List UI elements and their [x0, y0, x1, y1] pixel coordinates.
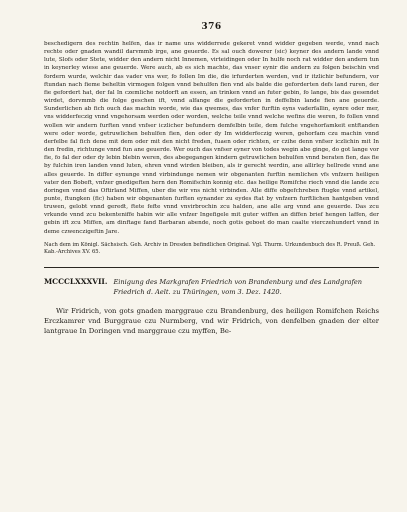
- document-opening-text: Wir Fridrich, von gots gnaden marggraue czu Brandenburg, des heiligen Romifchen Reichs Erczkamrer vnd Burggraue czu Nurmberg, vnd wir Fridrich, von denfelben gnaden der elter lantgraue In Doringen vnd marggraue czu myffen, Be-: [44, 306, 379, 336]
- document-heading: [44, 277, 379, 297]
- charter-body-text: beschedigern des rechtin helfen, das ir name uns widderrede gekeret vnnd widder gegeben werde, vnnd nach rechte oder gnaden wandil darvmmb irge, ane geuerde. Es sal ouch dowerer (sic) keyner des andern lande vnnd lute, Slofs oder Stete, widder den andern nicht Innemen, virteidingen oder In hulfe noch rat widder den andern tun in keynerley wiese ane geuerde. Were auch, ab es sich machte, das vnser eynir die andern zu folgen beischin vnd fordern wurde, welchir das vader vns wer, fo follen Im die, die irfurderten werden, vnd ir itzlichir befundern, vor ftundan nach fieme beheltin virmogen folgen vnnd behulfen fien vnd als balde die geforderten defs land ruren, der fie gefordert hat, der fal In czemliche notdorft an essen, an trinken vnnd an futer gebin, fo lange, bis das gesendet wirdet, dorvmmb die folge geschen ift, vnnd alfange die geforderten in deffelbin lande fien ane geuerde. Sunderlichen ab fich ouch das machin worde, wie das qwemes, das vnfer furftin eyns vaderfallin, eynre oder mer, vns widderfeczig vnnd vngehorsam werden oder worden, welche teile vnnd welche wefins die weren, fo follen vnnd wollen wir andern furften vnnd vnfser iczlicher befundern demfelbin teile, dem fulche vngehorfamkeit entftanden were oder worde, getruwlichen behulfen fien, den oder dy Im widderfeczig weren, gehorfam czu machin vnnd derfelbe fal fich dene mit dem oder mit den nicht freden, fuaen oder richten, er czihe denn vnfser iczlichin mit In den fredin, richtunge vnnd fun ane geuerde. Wer ouch das vnfser eyner von todes wegin abe ginge, do got lange vor fie, fo fal der oder dy lebin blebin weren, des abegegangen kindern getruwlichen behulfen vnnd beraten fien, das fie by fulchin iren landen vnnd luten, ehren vnnd wirden bleiben, als ir gerecht werdin, ane allirley hellrede vnnd ane alles geuerde. In differ eynunge vnnd virbindunge nemen wir obgenanten furftin nemlichen vfs vnfzern heiligen vater den Bobeft, vnfzer gnedigeften hern den Romifschin konnig etc. das heilige Romifche riech vnnd die lande zcu doringen vnnd das Oftirland Miffen, uber die wir vns nicht virbinden. Alle diffe obgefchreben ftugke vnnd artikel, punte, ftungken (fic) haben wir obgenanten furften eynander zu eydes ftat by vnfzern furftlichen hantgeben vnnd truwen, gelobt vnnd geredt, ftete fefte vnnd vnvirbrochin zcu halden, ane alle arg vnnd ane geuerde. Das zcu vrkunde vnnd zcu bekenteniffe habin wir alle vnfzer Ingefigele mit guter wiffen an diffen brief hengen laffen, der gebin ift zcu Miffen, am dinftage fand Barbaran abende, noch gotis geboet do man caalte vierczehundert vnnd in deme czwenczigeftin Jare.: [44, 41, 379, 235]
- document-title: Einigung des Markgrafen Friedrich von Brandenburg und des Landgrafen Friedrich d. Aelt. zu Thüringen, vom 3. Dez. 1420.: [113, 277, 363, 296]
- page-number: 376: [201, 22, 222, 32]
- source-note: Nach dem im Königl. Sächsisch. Geh. Archiv in Dresden befindlichen Original. Vgl. Thurm. Urkundenbuch des R. Preuß. Geh. Kab.-Archives XV. 65.: [44, 241, 376, 256]
- document-number: MCCCLXXXVII.: [44, 276, 108, 286]
- section-divider: [44, 267, 379, 268]
